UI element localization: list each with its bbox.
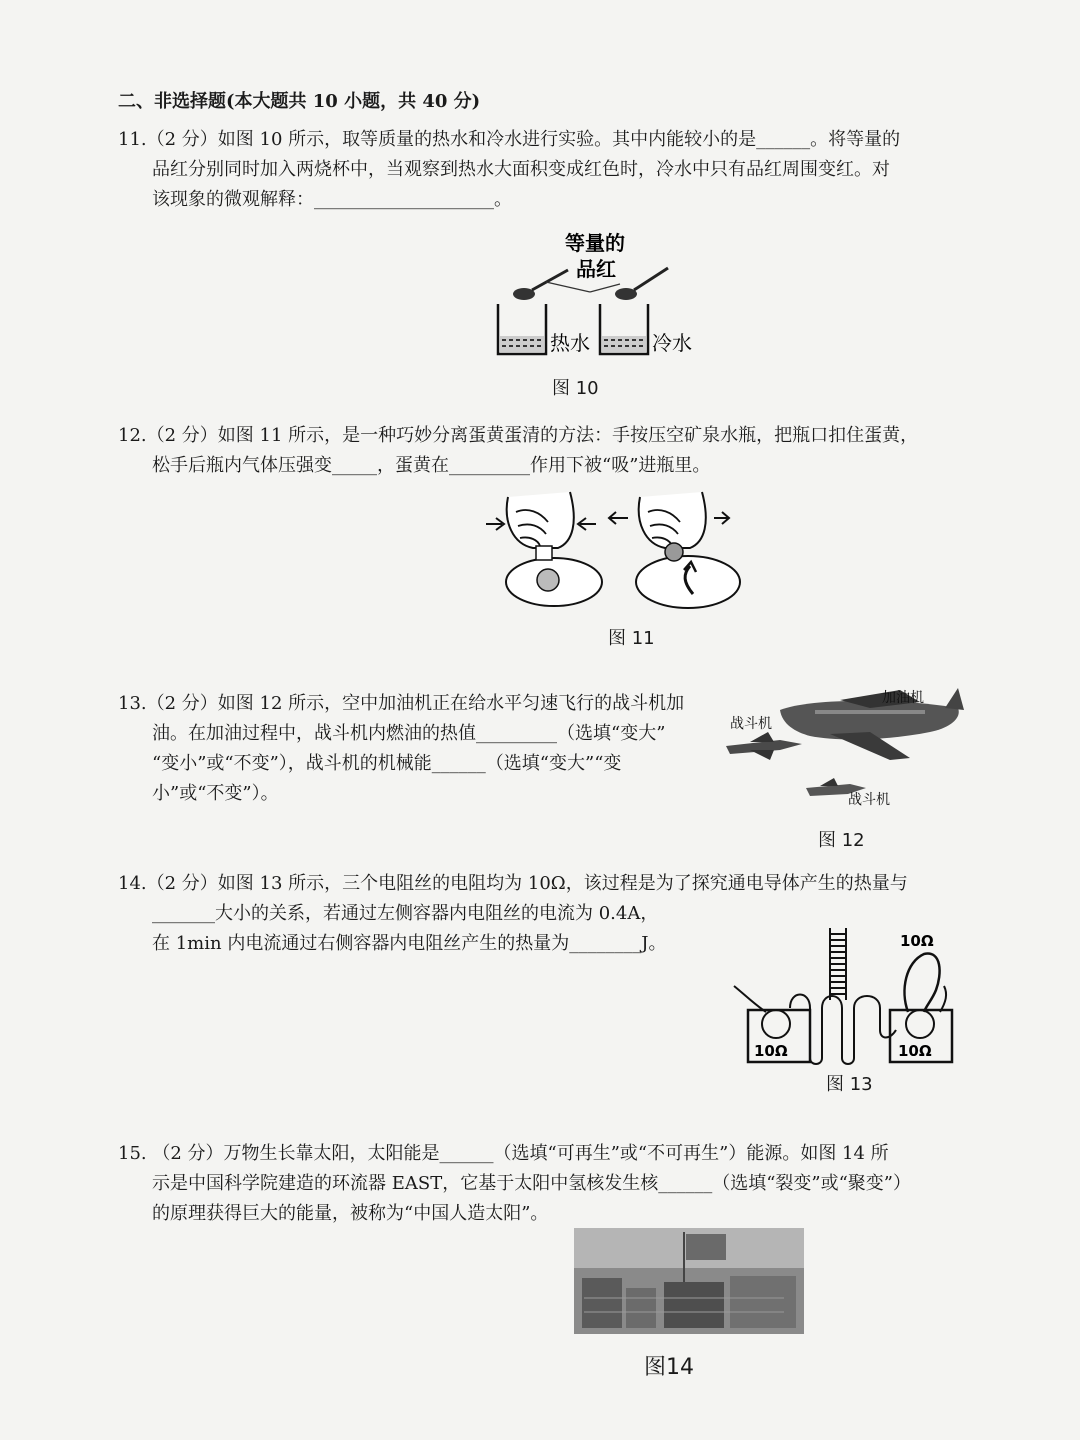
q15-line-1: 15. （2 分）万物生长靠太阳，太阳能是______（选填“可再生”或“不可再生”）能源。如图 14 所	[118, 1143, 889, 1164]
fig13-r-top: 10Ω	[900, 932, 934, 950]
q13-line-4: 小”或“不变”）。	[152, 783, 279, 804]
flag-icon	[686, 1234, 726, 1260]
fig12-tanker-label: 加油机	[882, 690, 924, 706]
beaker-cold-icon	[600, 304, 648, 354]
q11-line-2: 品红分别同时加入两烧杯中，当观察到热水大面积变成红色时，冷水中只有品红周围变红。对	[152, 159, 890, 180]
fig12-fighter-label-1: 战斗机	[730, 716, 772, 732]
figure-13-caption: 图 13	[826, 1074, 873, 1095]
q15-line-3: 的原理获得巨大的能量，被称为“中国人造太阳”。	[152, 1203, 549, 1224]
fig13-r-right: 10Ω	[898, 1042, 932, 1060]
q14-line-1: 14.（2 分）如图 13 所示，三个电阻丝的电阻均为 10Ω，该过程是为了探究通电导体产生的热量与	[118, 873, 908, 894]
q13-line-2: 油。在加油过程中，战斗机内燃油的热值_________（选填“变大”	[152, 723, 666, 744]
q12-line-1: 12.（2 分）如图 11 所示，是一种巧妙分离蛋黄蛋清的方法：手按压空矿泉水瓶，把瓶口扣住蛋黄，	[118, 425, 919, 446]
q14-line-2: _______大小的关系，若通过左侧容器内电阻丝的电流为 0.4A，	[152, 903, 659, 924]
fig13-r-left: 10Ω	[754, 1042, 788, 1060]
fig10-cold-label: 冷水	[652, 331, 692, 355]
q11-line-1: 11.（2 分）如图 10 所示，取等质量的热水和冷水进行实验。其中内能较小的是______。将等量的	[118, 129, 901, 150]
spoon-right-icon	[615, 268, 668, 300]
fig12-fighter-label-2: 战斗机	[848, 792, 890, 808]
q14-line-3: 在 1min 内电流通过右侧容器内电阻丝产生的热量为________J。	[152, 933, 667, 954]
figure-11-egg-separation	[478, 482, 768, 612]
q13-line-1: 13.（2 分）如图 12 所示，空中加油机正在给水平匀速飞行的战斗机加	[118, 693, 685, 714]
figure-10-beakers	[480, 228, 720, 363]
hand-release-bottle-icon	[609, 492, 740, 608]
figure-12-caption: 图 12	[818, 830, 865, 851]
fighter-jet-1-icon	[726, 732, 802, 760]
q12-line-2: 松手后瓶内气体压强变_____，蛋黄在_________作用下被“吸”进瓶里。	[152, 455, 711, 476]
q13-line-3: “变小”或“不变”），战斗机的机械能______（选填“变大”“变	[152, 753, 622, 774]
figure-13-joule-apparatus	[730, 920, 955, 1070]
fig10-label-top-2: 品红	[576, 257, 616, 281]
fig10-label-top-1: 等量的	[565, 231, 625, 255]
tanker-plane-icon	[780, 688, 964, 760]
figure-10-caption: 图 10	[552, 378, 599, 399]
figure-11-caption: 图 11	[608, 628, 655, 649]
section-title: 二、非选择题(本大题共 10 小题，共 40 分)	[118, 91, 481, 112]
figure-14-caption: 图14	[644, 1355, 694, 1380]
q15-line-2: 示是中国科学院建造的环流器 EAST，它基于太阳中氢核发生核______（选填“裂变”或“聚变”）	[152, 1173, 912, 1194]
beaker-hot-icon	[498, 304, 546, 354]
fig10-hot-label: 热水	[550, 331, 590, 355]
hand-squeeze-bottle-icon	[486, 492, 602, 606]
figure-14-east-photo	[574, 1228, 804, 1334]
scale-ruler-icon	[830, 928, 846, 1000]
figure-12-refueling	[720, 680, 965, 810]
q11-line-3: 该现象的微观解释：____________________。	[152, 189, 512, 210]
